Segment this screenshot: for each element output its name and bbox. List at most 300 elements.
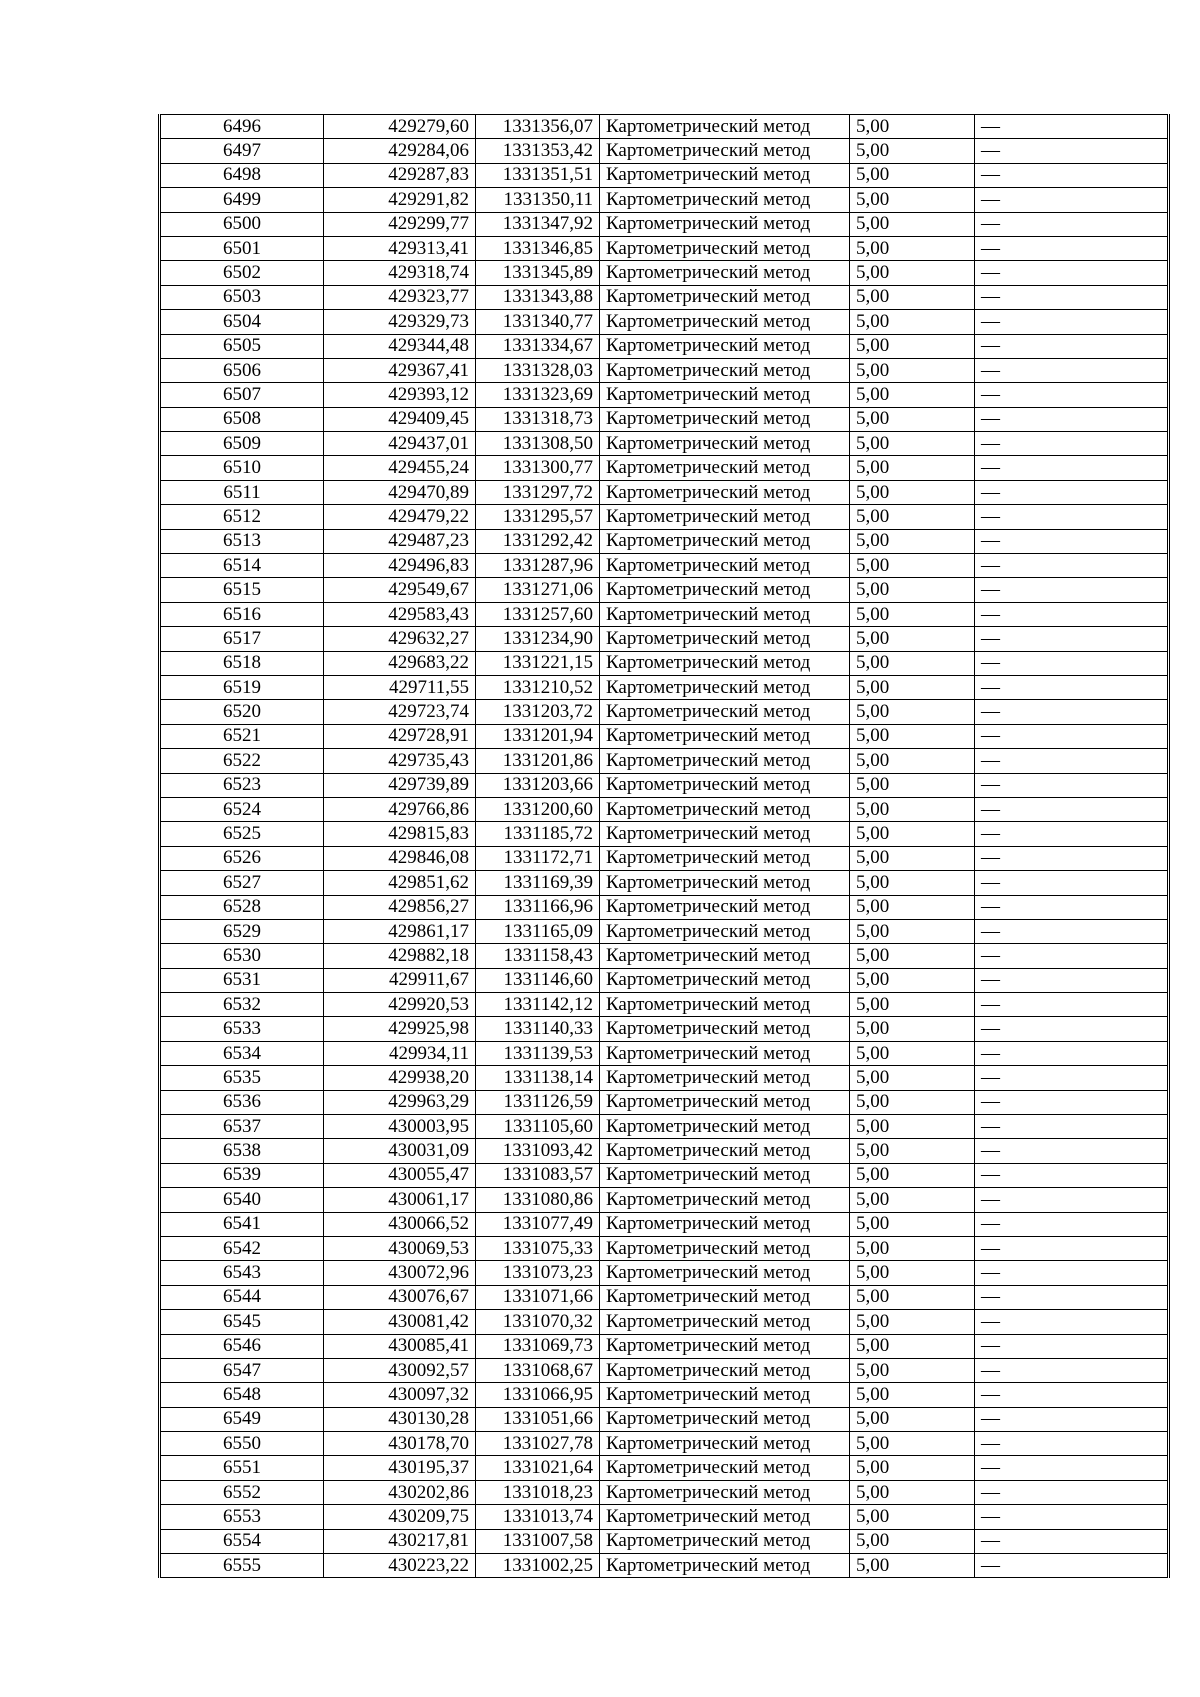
accuracy-cell: 5,00 xyxy=(850,895,975,919)
description-cell: — xyxy=(975,700,1169,724)
point-number-cell: 6539 xyxy=(160,1163,324,1187)
x-coordinate-cell: 429323,77 xyxy=(324,285,476,309)
accuracy-cell: 5,00 xyxy=(850,993,975,1017)
table-row xyxy=(160,871,1169,895)
accuracy-cell: 5,00 xyxy=(850,407,975,431)
table-row xyxy=(160,1407,1169,1431)
method-cell: Картометрический метод xyxy=(600,1090,850,1114)
y-coordinate-cell: 1331200,60 xyxy=(476,797,600,821)
description-cell: — xyxy=(975,773,1169,797)
description-cell: — xyxy=(975,822,1169,846)
method-cell: Картометрический метод xyxy=(600,480,850,504)
x-coordinate-cell: 429437,01 xyxy=(324,432,476,456)
point-number-cell: 6547 xyxy=(160,1358,324,1382)
accuracy-cell: 5,00 xyxy=(850,1480,975,1504)
y-coordinate-cell: 1331165,09 xyxy=(476,919,600,943)
x-coordinate-cell: 430195,37 xyxy=(324,1456,476,1480)
x-coordinate-cell: 430061,17 xyxy=(324,1188,476,1212)
accuracy-cell: 5,00 xyxy=(850,554,975,578)
x-coordinate-cell: 429632,27 xyxy=(324,627,476,651)
point-number-cell: 6500 xyxy=(160,212,324,236)
method-cell: Картометрический метод xyxy=(600,1261,850,1285)
point-number-cell: 6554 xyxy=(160,1529,324,1553)
x-coordinate-cell: 429882,18 xyxy=(324,944,476,968)
x-coordinate-cell: 429279,60 xyxy=(324,115,476,139)
y-coordinate-cell: 1331007,58 xyxy=(476,1529,600,1553)
y-coordinate-cell: 1331334,67 xyxy=(476,334,600,358)
method-cell: Картометрический метод xyxy=(600,554,850,578)
table-row xyxy=(160,944,1169,968)
point-number-cell: 6552 xyxy=(160,1480,324,1504)
table-row xyxy=(160,602,1169,626)
y-coordinate-cell: 1331166,96 xyxy=(476,895,600,919)
point-number-cell: 6551 xyxy=(160,1456,324,1480)
accuracy-cell: 5,00 xyxy=(850,578,975,602)
x-coordinate-cell: 430069,53 xyxy=(324,1236,476,1260)
accuracy-cell: 5,00 xyxy=(850,944,975,968)
point-number-cell: 6514 xyxy=(160,554,324,578)
accuracy-cell: 5,00 xyxy=(850,1334,975,1358)
accuracy-cell: 5,00 xyxy=(850,602,975,626)
y-coordinate-cell: 1331350,11 xyxy=(476,188,600,212)
table-row xyxy=(160,163,1169,187)
y-coordinate-cell: 1331093,42 xyxy=(476,1139,600,1163)
table-row xyxy=(160,1139,1169,1163)
accuracy-cell: 5,00 xyxy=(850,1066,975,1090)
y-coordinate-cell: 1331002,25 xyxy=(476,1554,600,1578)
description-cell: — xyxy=(975,188,1169,212)
x-coordinate-cell: 429846,08 xyxy=(324,846,476,870)
y-coordinate-cell: 1331221,15 xyxy=(476,651,600,675)
description-cell: — xyxy=(975,1456,1169,1480)
accuracy-cell: 5,00 xyxy=(850,1017,975,1041)
table-row xyxy=(160,1041,1169,1065)
description-cell: — xyxy=(975,407,1169,431)
description-cell: — xyxy=(975,1480,1169,1504)
point-number-cell: 6529 xyxy=(160,919,324,943)
method-cell: Картометрический метод xyxy=(600,529,850,553)
x-coordinate-cell: 430097,32 xyxy=(324,1383,476,1407)
y-coordinate-cell: 1331146,60 xyxy=(476,968,600,992)
table-row xyxy=(160,1456,1169,1480)
y-coordinate-cell: 1331140,33 xyxy=(476,1017,600,1041)
x-coordinate-cell: 430085,41 xyxy=(324,1334,476,1358)
description-cell: — xyxy=(975,1285,1169,1309)
y-coordinate-cell: 1331138,14 xyxy=(476,1066,600,1090)
coordinates-table-body xyxy=(160,115,1169,1578)
x-coordinate-cell: 429287,83 xyxy=(324,163,476,187)
y-coordinate-cell: 1331351,51 xyxy=(476,163,600,187)
description-cell: — xyxy=(975,480,1169,504)
y-coordinate-cell: 1331021,64 xyxy=(476,1456,600,1480)
accuracy-cell: 5,00 xyxy=(850,1041,975,1065)
y-coordinate-cell: 1331126,59 xyxy=(476,1090,600,1114)
accuracy-cell: 5,00 xyxy=(850,480,975,504)
accuracy-cell: 5,00 xyxy=(850,115,975,139)
accuracy-cell: 5,00 xyxy=(850,1432,975,1456)
point-number-cell: 6536 xyxy=(160,1090,324,1114)
accuracy-cell: 5,00 xyxy=(850,1139,975,1163)
point-number-cell: 6534 xyxy=(160,1041,324,1065)
x-coordinate-cell: 429711,55 xyxy=(324,675,476,699)
coordinates-table xyxy=(158,114,1170,1578)
point-number-cell: 6535 xyxy=(160,1066,324,1090)
x-coordinate-cell: 430055,47 xyxy=(324,1163,476,1187)
method-cell: Картометрический метод xyxy=(600,1480,850,1504)
point-number-cell: 6548 xyxy=(160,1383,324,1407)
method-cell: Картометрический метод xyxy=(600,1383,850,1407)
description-cell: — xyxy=(975,1383,1169,1407)
x-coordinate-cell: 429583,43 xyxy=(324,602,476,626)
method-cell: Картометрический метод xyxy=(600,1407,850,1431)
y-coordinate-cell: 1331347,92 xyxy=(476,212,600,236)
y-coordinate-cell: 1331068,67 xyxy=(476,1358,600,1382)
description-cell: — xyxy=(975,310,1169,334)
x-coordinate-cell: 429934,11 xyxy=(324,1041,476,1065)
point-number-cell: 6496 xyxy=(160,115,324,139)
description-cell: — xyxy=(975,1358,1169,1382)
x-coordinate-cell: 429470,89 xyxy=(324,480,476,504)
accuracy-cell: 5,00 xyxy=(850,1261,975,1285)
description-cell: — xyxy=(975,285,1169,309)
x-coordinate-cell: 429487,23 xyxy=(324,529,476,553)
table-row xyxy=(160,188,1169,212)
description-cell: — xyxy=(975,968,1169,992)
y-coordinate-cell: 1331318,73 xyxy=(476,407,600,431)
method-cell: Картометрический метод xyxy=(600,578,850,602)
description-cell: — xyxy=(975,1090,1169,1114)
description-cell: — xyxy=(975,163,1169,187)
method-cell: Картометрический метод xyxy=(600,1432,850,1456)
x-coordinate-cell: 430130,28 xyxy=(324,1407,476,1431)
point-number-cell: 6520 xyxy=(160,700,324,724)
table-row xyxy=(160,578,1169,602)
x-coordinate-cell: 430217,81 xyxy=(324,1529,476,1553)
method-cell: Картометрический метод xyxy=(600,432,850,456)
table-row xyxy=(160,1285,1169,1309)
y-coordinate-cell: 1331203,72 xyxy=(476,700,600,724)
accuracy-cell: 5,00 xyxy=(850,334,975,358)
accuracy-cell: 5,00 xyxy=(850,1163,975,1187)
y-coordinate-cell: 1331105,60 xyxy=(476,1115,600,1139)
description-cell: — xyxy=(975,139,1169,163)
method-cell: Картометрический метод xyxy=(600,1139,850,1163)
accuracy-cell: 5,00 xyxy=(850,724,975,748)
description-cell: — xyxy=(975,456,1169,480)
x-coordinate-cell: 429313,41 xyxy=(324,236,476,260)
method-cell: Картометрический метод xyxy=(600,285,850,309)
x-coordinate-cell: 429728,91 xyxy=(324,724,476,748)
point-number-cell: 6507 xyxy=(160,383,324,407)
method-cell: Картометрический метод xyxy=(600,1236,850,1260)
accuracy-cell: 5,00 xyxy=(850,846,975,870)
y-coordinate-cell: 1331201,94 xyxy=(476,724,600,748)
description-cell: — xyxy=(975,529,1169,553)
table-row xyxy=(160,115,1169,139)
method-cell: Картометрический метод xyxy=(600,773,850,797)
x-coordinate-cell: 430076,67 xyxy=(324,1285,476,1309)
x-coordinate-cell: 430031,09 xyxy=(324,1139,476,1163)
point-number-cell: 6509 xyxy=(160,432,324,456)
method-cell: Картометрический метод xyxy=(600,407,850,431)
x-coordinate-cell: 430202,86 xyxy=(324,1480,476,1504)
point-number-cell: 6544 xyxy=(160,1285,324,1309)
table-row xyxy=(160,1188,1169,1212)
point-number-cell: 6531 xyxy=(160,968,324,992)
table-row xyxy=(160,310,1169,334)
method-cell: Картометрический метод xyxy=(600,456,850,480)
accuracy-cell: 5,00 xyxy=(850,700,975,724)
method-cell: Картометрический метод xyxy=(600,797,850,821)
point-number-cell: 6543 xyxy=(160,1261,324,1285)
description-cell: — xyxy=(975,1139,1169,1163)
y-coordinate-cell: 1331201,86 xyxy=(476,749,600,773)
table-row xyxy=(160,1358,1169,1382)
point-number-cell: 6515 xyxy=(160,578,324,602)
table-row xyxy=(160,407,1169,431)
point-number-cell: 6511 xyxy=(160,480,324,504)
description-cell: — xyxy=(975,261,1169,285)
table-row xyxy=(160,700,1169,724)
description-cell: — xyxy=(975,871,1169,895)
table-row xyxy=(160,968,1169,992)
point-number-cell: 6506 xyxy=(160,358,324,382)
y-coordinate-cell: 1331323,69 xyxy=(476,383,600,407)
point-number-cell: 6501 xyxy=(160,236,324,260)
y-coordinate-cell: 1331308,50 xyxy=(476,432,600,456)
method-cell: Картометрический метод xyxy=(600,1285,850,1309)
accuracy-cell: 5,00 xyxy=(850,212,975,236)
method-cell: Картометрический метод xyxy=(600,1017,850,1041)
description-cell: — xyxy=(975,895,1169,919)
table-row xyxy=(160,1163,1169,1187)
y-coordinate-cell: 1331345,89 xyxy=(476,261,600,285)
method-cell: Картометрический метод xyxy=(600,236,850,260)
method-cell: Картометрический метод xyxy=(600,1041,850,1065)
accuracy-cell: 5,00 xyxy=(850,1554,975,1578)
table-row xyxy=(160,1261,1169,1285)
accuracy-cell: 5,00 xyxy=(850,1505,975,1529)
table-row xyxy=(160,1310,1169,1334)
point-number-cell: 6522 xyxy=(160,749,324,773)
point-number-cell: 6524 xyxy=(160,797,324,821)
x-coordinate-cell: 429329,73 xyxy=(324,310,476,334)
table-row xyxy=(160,236,1169,260)
method-cell: Картометрический метод xyxy=(600,675,850,699)
accuracy-cell: 5,00 xyxy=(850,1407,975,1431)
description-cell: — xyxy=(975,919,1169,943)
accuracy-cell: 5,00 xyxy=(850,456,975,480)
method-cell: Картометрический метод xyxy=(600,163,850,187)
table-row xyxy=(160,139,1169,163)
y-coordinate-cell: 1331343,88 xyxy=(476,285,600,309)
point-number-cell: 6541 xyxy=(160,1212,324,1236)
x-coordinate-cell: 429911,67 xyxy=(324,968,476,992)
description-cell: — xyxy=(975,1529,1169,1553)
table-row xyxy=(160,797,1169,821)
table-row xyxy=(160,1066,1169,1090)
description-cell: — xyxy=(975,1554,1169,1578)
method-cell: Картометрический метод xyxy=(600,1456,850,1480)
x-coordinate-cell: 429344,48 xyxy=(324,334,476,358)
accuracy-cell: 5,00 xyxy=(850,188,975,212)
y-coordinate-cell: 1331070,32 xyxy=(476,1310,600,1334)
x-coordinate-cell: 430223,22 xyxy=(324,1554,476,1578)
description-cell: — xyxy=(975,1188,1169,1212)
x-coordinate-cell: 429963,29 xyxy=(324,1090,476,1114)
accuracy-cell: 5,00 xyxy=(850,1529,975,1553)
accuracy-cell: 5,00 xyxy=(850,1285,975,1309)
x-coordinate-cell: 429851,62 xyxy=(324,871,476,895)
description-cell: — xyxy=(975,724,1169,748)
point-number-cell: 6508 xyxy=(160,407,324,431)
table-row xyxy=(160,1017,1169,1041)
y-coordinate-cell: 1331172,71 xyxy=(476,846,600,870)
method-cell: Картометрический метод xyxy=(600,1212,850,1236)
point-number-cell: 6518 xyxy=(160,651,324,675)
table-row xyxy=(160,529,1169,553)
description-cell: — xyxy=(975,1407,1169,1431)
description-cell: — xyxy=(975,1212,1169,1236)
point-number-cell: 6527 xyxy=(160,871,324,895)
x-coordinate-cell: 430092,57 xyxy=(324,1358,476,1382)
y-coordinate-cell: 1331297,72 xyxy=(476,480,600,504)
x-coordinate-cell: 429291,82 xyxy=(324,188,476,212)
table-row xyxy=(160,1480,1169,1504)
x-coordinate-cell: 430072,96 xyxy=(324,1261,476,1285)
y-coordinate-cell: 1331169,39 xyxy=(476,871,600,895)
accuracy-cell: 5,00 xyxy=(850,529,975,553)
description-cell: — xyxy=(975,236,1169,260)
x-coordinate-cell: 430081,42 xyxy=(324,1310,476,1334)
y-coordinate-cell: 1331340,77 xyxy=(476,310,600,334)
method-cell: Картометрический метод xyxy=(600,1066,850,1090)
method-cell: Картометрический метод xyxy=(600,383,850,407)
x-coordinate-cell: 430178,70 xyxy=(324,1432,476,1456)
accuracy-cell: 5,00 xyxy=(850,432,975,456)
method-cell: Картометрический метод xyxy=(600,1529,850,1553)
y-coordinate-cell: 1331234,90 xyxy=(476,627,600,651)
description-cell: — xyxy=(975,432,1169,456)
method-cell: Картометрический метод xyxy=(600,212,850,236)
method-cell: Картометрический метод xyxy=(600,261,850,285)
method-cell: Картометрический метод xyxy=(600,188,850,212)
description-cell: — xyxy=(975,797,1169,821)
description-cell: — xyxy=(975,554,1169,578)
point-number-cell: 6523 xyxy=(160,773,324,797)
accuracy-cell: 5,00 xyxy=(850,1090,975,1114)
method-cell: Картометрический метод xyxy=(600,1554,850,1578)
description-cell: — xyxy=(975,1310,1169,1334)
method-cell: Картометрический метод xyxy=(600,651,850,675)
table-row xyxy=(160,1383,1169,1407)
point-number-cell: 6532 xyxy=(160,993,324,1017)
x-coordinate-cell: 429496,83 xyxy=(324,554,476,578)
description-cell: — xyxy=(975,1115,1169,1139)
table-row xyxy=(160,993,1169,1017)
table-row xyxy=(160,212,1169,236)
accuracy-cell: 5,00 xyxy=(850,1383,975,1407)
table-row xyxy=(160,554,1169,578)
accuracy-cell: 5,00 xyxy=(850,236,975,260)
method-cell: Картометрический метод xyxy=(600,919,850,943)
method-cell: Картометрический метод xyxy=(600,1334,850,1358)
accuracy-cell: 5,00 xyxy=(850,1212,975,1236)
x-coordinate-cell: 429549,67 xyxy=(324,578,476,602)
table-row xyxy=(160,1212,1169,1236)
method-cell: Картометрический метод xyxy=(600,944,850,968)
point-number-cell: 6545 xyxy=(160,1310,324,1334)
method-cell: Картометрический метод xyxy=(600,627,850,651)
point-number-cell: 6537 xyxy=(160,1115,324,1139)
point-number-cell: 6530 xyxy=(160,944,324,968)
description-cell: — xyxy=(975,1261,1169,1285)
description-cell: — xyxy=(975,944,1169,968)
method-cell: Картометрический метод xyxy=(600,1163,850,1187)
x-coordinate-cell: 429735,43 xyxy=(324,749,476,773)
x-coordinate-cell: 429739,89 xyxy=(324,773,476,797)
point-number-cell: 6553 xyxy=(160,1505,324,1529)
table-row xyxy=(160,1554,1169,1578)
y-coordinate-cell: 1331066,95 xyxy=(476,1383,600,1407)
accuracy-cell: 5,00 xyxy=(850,675,975,699)
description-cell: — xyxy=(975,358,1169,382)
point-number-cell: 6555 xyxy=(160,1554,324,1578)
accuracy-cell: 5,00 xyxy=(850,749,975,773)
y-coordinate-cell: 1331018,23 xyxy=(476,1480,600,1504)
table-row xyxy=(160,895,1169,919)
accuracy-cell: 5,00 xyxy=(850,1310,975,1334)
point-number-cell: 6516 xyxy=(160,602,324,626)
y-coordinate-cell: 1331356,07 xyxy=(476,115,600,139)
y-coordinate-cell: 1331203,66 xyxy=(476,773,600,797)
method-cell: Картометрический метод xyxy=(600,700,850,724)
point-number-cell: 6526 xyxy=(160,846,324,870)
method-cell: Картометрический метод xyxy=(600,310,850,334)
description-cell: — xyxy=(975,1017,1169,1041)
description-cell: — xyxy=(975,1505,1169,1529)
accuracy-cell: 5,00 xyxy=(850,358,975,382)
y-coordinate-cell: 1331300,77 xyxy=(476,456,600,480)
y-coordinate-cell: 1331073,23 xyxy=(476,1261,600,1285)
point-number-cell: 6503 xyxy=(160,285,324,309)
x-coordinate-cell: 429925,98 xyxy=(324,1017,476,1041)
y-coordinate-cell: 1331051,66 xyxy=(476,1407,600,1431)
method-cell: Картометрический метод xyxy=(600,1505,850,1529)
table-row xyxy=(160,675,1169,699)
accuracy-cell: 5,00 xyxy=(850,139,975,163)
table-row xyxy=(160,1090,1169,1114)
table-row xyxy=(160,261,1169,285)
table-row xyxy=(160,334,1169,358)
method-cell: Картометрический метод xyxy=(600,749,850,773)
y-coordinate-cell: 1331295,57 xyxy=(476,505,600,529)
table-row xyxy=(160,480,1169,504)
description-cell: — xyxy=(975,749,1169,773)
point-number-cell: 6504 xyxy=(160,310,324,334)
table-row xyxy=(160,749,1169,773)
point-number-cell: 6546 xyxy=(160,1334,324,1358)
x-coordinate-cell: 429455,24 xyxy=(324,456,476,480)
method-cell: Картометрический метод xyxy=(600,115,850,139)
x-coordinate-cell: 429299,77 xyxy=(324,212,476,236)
point-number-cell: 6502 xyxy=(160,261,324,285)
point-number-cell: 6512 xyxy=(160,505,324,529)
accuracy-cell: 5,00 xyxy=(850,822,975,846)
description-cell: — xyxy=(975,115,1169,139)
point-number-cell: 6542 xyxy=(160,1236,324,1260)
description-cell: — xyxy=(975,846,1169,870)
